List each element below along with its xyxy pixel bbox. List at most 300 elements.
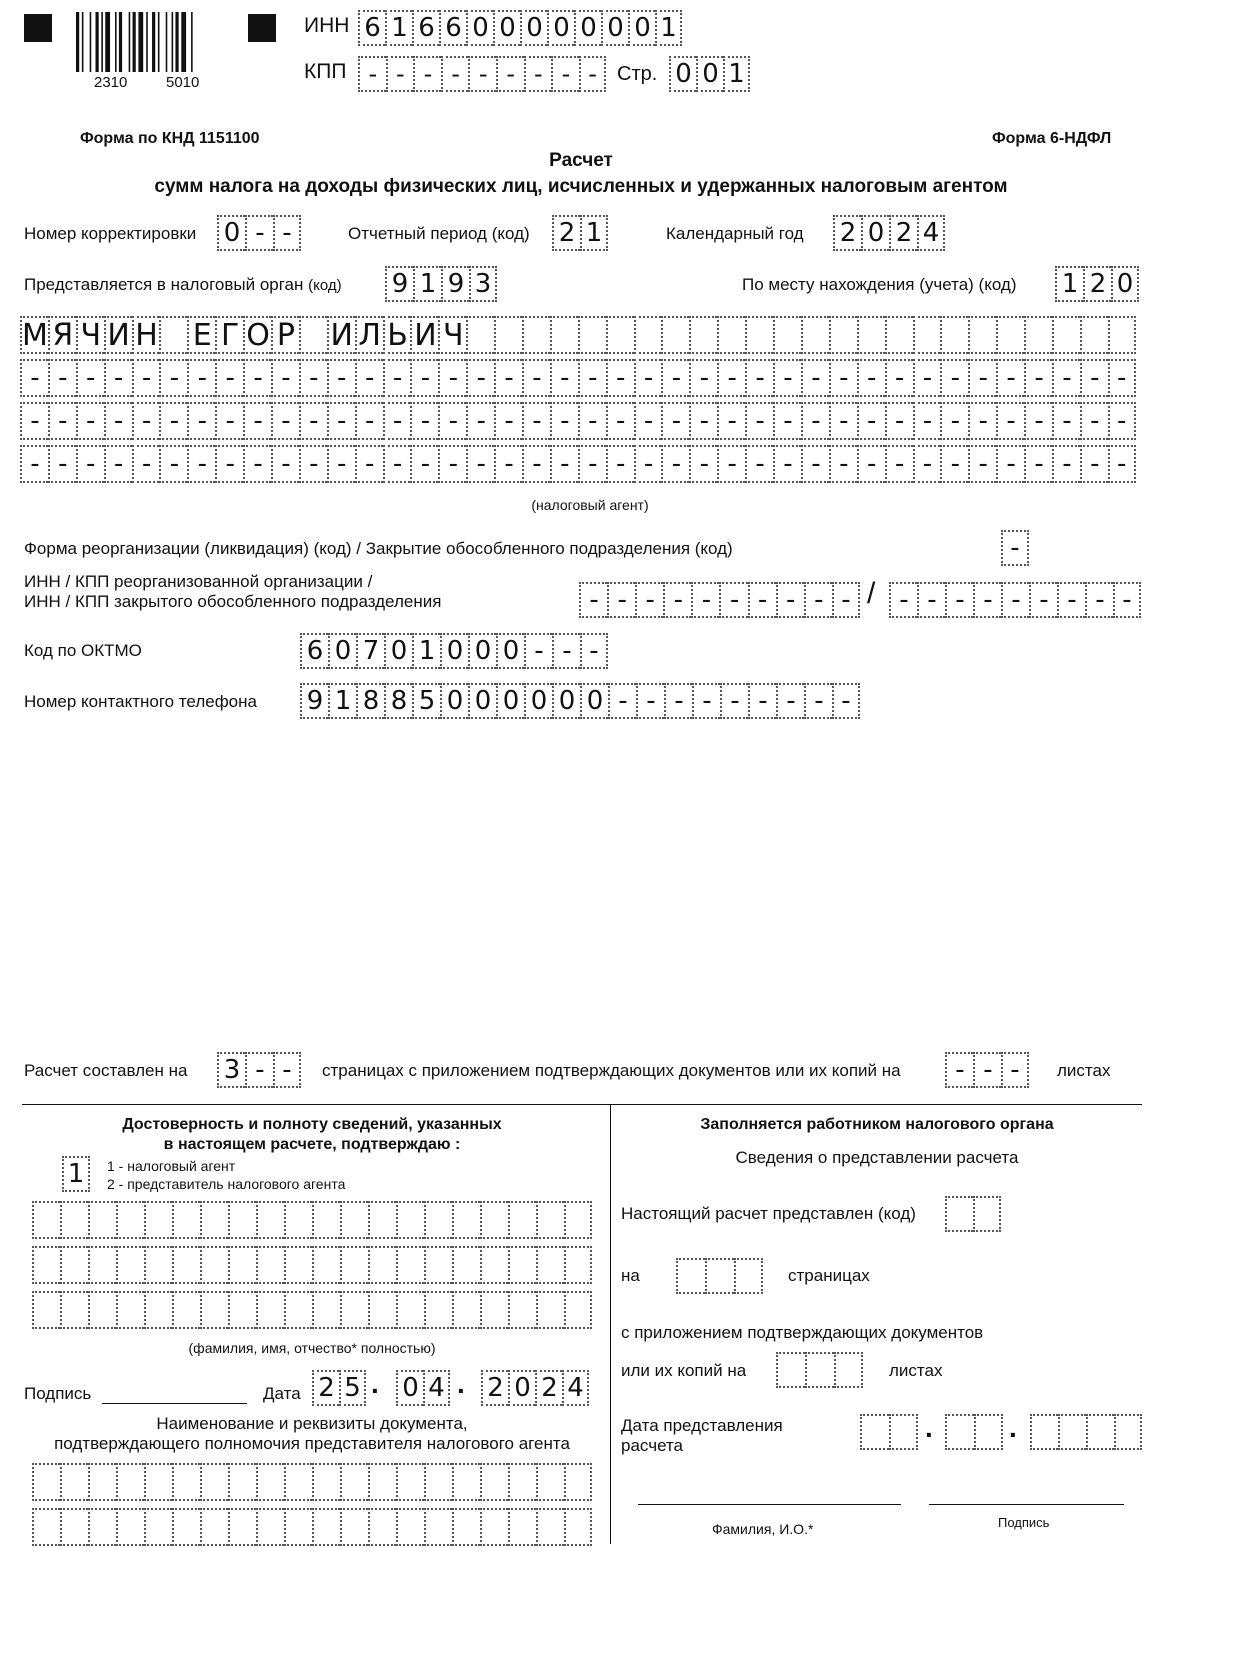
char-cell[interactable]: - (494, 402, 522, 440)
char-cell[interactable]: - (717, 359, 745, 397)
char-cell[interactable] (284, 1291, 312, 1329)
char-cell[interactable]: - (20, 445, 48, 483)
char-cell[interactable]: - (996, 445, 1024, 483)
char-cell[interactable] (508, 1508, 536, 1546)
char-cell[interactable]: - (748, 582, 776, 618)
char-cell[interactable] (60, 1201, 88, 1239)
char-cell[interactable]: 2 (833, 215, 861, 251)
char-cell[interactable]: - (48, 359, 76, 397)
char-cell[interactable] (717, 316, 745, 354)
char-cell[interactable]: - (945, 582, 973, 618)
char-cell[interactable]: О (243, 316, 271, 354)
year-cells[interactable] (833, 215, 945, 251)
char-cell[interactable] (32, 1201, 60, 1239)
char-cell[interactable]: 5 (339, 1370, 366, 1406)
char-cell[interactable]: - (243, 359, 271, 397)
char-cell[interactable]: - (1080, 402, 1108, 440)
char-cell[interactable]: - (885, 445, 913, 483)
char-cell[interactable]: - (159, 359, 187, 397)
char-cell[interactable]: 0 (696, 56, 723, 92)
char-cell[interactable]: 2 (889, 215, 917, 251)
char-cell[interactable]: - (468, 56, 496, 92)
char-cell[interactable] (661, 316, 689, 354)
char-cell[interactable] (60, 1508, 88, 1546)
char-cell[interactable] (172, 1246, 200, 1284)
char-cell[interactable]: - (1113, 582, 1141, 618)
location-cells[interactable] (1055, 266, 1139, 302)
char-cell[interactable]: - (358, 56, 386, 92)
char-cell[interactable]: 0 (496, 683, 524, 719)
char-cell[interactable]: - (968, 445, 996, 483)
char-cell[interactable]: 3 (217, 1052, 245, 1088)
char-cell[interactable]: - (1080, 359, 1108, 397)
char-cell[interactable]: - (48, 445, 76, 483)
right-pages-cells[interactable] (676, 1258, 763, 1294)
char-cell[interactable]: Е (187, 316, 215, 354)
char-cell[interactable]: - (413, 56, 441, 92)
doc-row-2[interactable] (32, 1508, 592, 1546)
char-cell[interactable] (368, 1508, 396, 1546)
char-cell[interactable] (996, 316, 1024, 354)
char-cell[interactable] (60, 1291, 88, 1329)
char-cell[interactable] (452, 1508, 480, 1546)
char-cell[interactable] (200, 1508, 228, 1546)
char-cell[interactable] (200, 1291, 228, 1329)
char-cell[interactable]: - (132, 445, 160, 483)
char-cell[interactable] (32, 1463, 60, 1501)
char-cell[interactable]: - (857, 402, 885, 440)
char-cell[interactable]: - (76, 445, 104, 483)
char-cell[interactable]: - (689, 359, 717, 397)
char-cell[interactable]: - (776, 582, 804, 618)
char-cell[interactable]: - (579, 56, 607, 92)
char-cell[interactable] (312, 1246, 340, 1284)
char-cell[interactable] (312, 1291, 340, 1329)
char-cell[interactable]: - (829, 445, 857, 483)
char-cell[interactable]: - (355, 445, 383, 483)
reorg-inn-cells[interactable] (579, 582, 860, 618)
char-cell[interactable]: - (104, 402, 132, 440)
char-cell[interactable] (452, 1463, 480, 1501)
char-cell[interactable] (480, 1246, 508, 1284)
char-cell[interactable] (1080, 316, 1108, 354)
char-cell[interactable] (945, 1196, 973, 1232)
char-cell[interactable]: - (1029, 582, 1057, 618)
signer-fio-row-1[interactable] (32, 1201, 592, 1239)
page-cells[interactable] (669, 56, 750, 92)
char-cell[interactable]: - (187, 402, 215, 440)
char-cell[interactable]: 0 (552, 683, 580, 719)
char-cell[interactable]: 7 (356, 633, 384, 669)
char-cell[interactable]: - (524, 56, 552, 92)
char-cell[interactable]: - (885, 402, 913, 440)
char-cell[interactable]: - (132, 359, 160, 397)
char-cell[interactable]: - (187, 359, 215, 397)
char-cell[interactable] (974, 1414, 1003, 1450)
char-cell[interactable]: - (996, 359, 1024, 397)
date-presented-month[interactable] (945, 1414, 1003, 1450)
char-cell[interactable] (368, 1246, 396, 1284)
char-cell[interactable]: 1 (723, 56, 750, 92)
char-cell[interactable]: - (889, 582, 917, 618)
char-cell[interactable]: - (1085, 582, 1113, 618)
char-cell[interactable]: - (159, 445, 187, 483)
char-cell[interactable]: - (801, 402, 829, 440)
char-cell[interactable]: 0 (217, 215, 245, 251)
char-cell[interactable] (508, 1201, 536, 1239)
char-cell[interactable] (940, 316, 968, 354)
char-cell[interactable] (424, 1291, 452, 1329)
char-cell[interactable]: - (20, 359, 48, 397)
char-cell[interactable]: - (1052, 445, 1080, 483)
char-cell[interactable] (452, 1291, 480, 1329)
char-cell[interactable]: 9 (385, 266, 413, 302)
char-cell[interactable]: - (383, 402, 411, 440)
char-cell[interactable] (564, 1291, 592, 1329)
char-cell[interactable]: - (773, 402, 801, 440)
char-cell[interactable]: 8 (384, 683, 412, 719)
char-cell[interactable] (829, 316, 857, 354)
char-cell[interactable]: 1 (412, 633, 440, 669)
char-cell[interactable]: - (494, 359, 522, 397)
char-cell[interactable]: 5 (412, 683, 440, 719)
char-cell[interactable] (396, 1246, 424, 1284)
char-cell[interactable]: 0 (466, 10, 493, 46)
char-cell[interactable] (60, 1246, 88, 1284)
signer-fio-row-2[interactable] (32, 1246, 592, 1284)
char-cell[interactable] (1024, 316, 1052, 354)
char-cell[interactable]: 1 (385, 10, 412, 46)
reorg-kpp-cells[interactable] (889, 582, 1141, 618)
char-cell[interactable]: И (410, 316, 438, 354)
char-cell[interactable]: - (410, 359, 438, 397)
char-cell[interactable]: 4 (917, 215, 945, 251)
char-cell[interactable]: 2 (1083, 266, 1111, 302)
char-cell[interactable] (424, 1508, 452, 1546)
char-cell[interactable]: - (1052, 402, 1080, 440)
char-cell[interactable]: - (913, 445, 941, 483)
char-cell[interactable] (973, 1196, 1001, 1232)
char-cell[interactable]: 0 (493, 10, 520, 46)
char-cell[interactable] (536, 1246, 564, 1284)
char-cell[interactable] (312, 1463, 340, 1501)
char-cell[interactable]: - (745, 402, 773, 440)
char-cell[interactable] (860, 1414, 889, 1450)
char-cell[interactable] (494, 316, 522, 354)
date-month-cells[interactable] (396, 1370, 450, 1406)
char-cell[interactable]: - (940, 445, 968, 483)
char-cell[interactable] (60, 1463, 88, 1501)
right-sheets-cells[interactable] (776, 1352, 863, 1388)
char-cell[interactable] (776, 1352, 805, 1388)
phone-cells[interactable] (300, 683, 860, 719)
char-cell[interactable] (550, 316, 578, 354)
char-cell[interactable] (144, 1246, 172, 1284)
char-cell[interactable] (368, 1291, 396, 1329)
char-cell[interactable]: - (634, 402, 662, 440)
char-cell[interactable]: 3 (469, 266, 497, 302)
char-cell[interactable] (88, 1246, 116, 1284)
agent-name-row-4[interactable] (20, 445, 1136, 483)
char-cell[interactable]: - (606, 359, 634, 397)
char-cell[interactable]: - (1080, 445, 1108, 483)
char-cell[interactable] (200, 1246, 228, 1284)
char-cell[interactable] (1052, 316, 1080, 354)
char-cell[interactable] (368, 1463, 396, 1501)
char-cell[interactable]: - (973, 1052, 1001, 1088)
char-cell[interactable]: И (104, 316, 132, 354)
char-cell[interactable] (256, 1201, 284, 1239)
char-cell[interactable]: 0 (861, 215, 889, 251)
char-cell[interactable] (885, 316, 913, 354)
date-year-cells[interactable] (481, 1370, 589, 1406)
char-cell[interactable] (172, 1508, 200, 1546)
char-cell[interactable]: - (720, 683, 748, 719)
char-cell[interactable] (340, 1246, 368, 1284)
char-cell[interactable]: - (1057, 582, 1085, 618)
fio-line[interactable] (638, 1504, 901, 1505)
char-cell[interactable]: - (829, 359, 857, 397)
char-cell[interactable] (676, 1258, 705, 1294)
char-cell[interactable] (200, 1463, 228, 1501)
char-cell[interactable]: - (215, 359, 243, 397)
char-cell[interactable]: - (438, 445, 466, 483)
correction-cells[interactable] (217, 215, 301, 251)
char-cell[interactable]: - (48, 402, 76, 440)
char-cell[interactable]: - (1001, 530, 1029, 566)
char-cell[interactable]: 4 (562, 1370, 589, 1406)
char-cell[interactable]: - (832, 582, 860, 618)
char-cell[interactable]: - (355, 402, 383, 440)
char-cell[interactable]: - (243, 445, 271, 483)
char-cell[interactable]: - (606, 445, 634, 483)
char-cell[interactable] (368, 1201, 396, 1239)
signer-fio-row-3[interactable] (32, 1291, 592, 1329)
char-cell[interactable]: 2 (481, 1370, 508, 1406)
char-cell[interactable]: 2 (312, 1370, 339, 1406)
char-cell[interactable]: - (968, 402, 996, 440)
reorg-cells[interactable] (1001, 530, 1029, 566)
char-cell[interactable]: - (245, 215, 273, 251)
char-cell[interactable]: 0 (328, 633, 356, 669)
char-cell[interactable]: - (132, 402, 160, 440)
char-cell[interactable]: 0 (574, 10, 601, 46)
char-cell[interactable]: - (271, 445, 299, 483)
char-cell[interactable]: - (327, 445, 355, 483)
char-cell[interactable]: - (719, 582, 747, 618)
char-cell[interactable]: - (940, 359, 968, 397)
char-cell[interactable]: - (1001, 1052, 1029, 1088)
char-cell[interactable]: - (271, 359, 299, 397)
char-cell[interactable] (228, 1508, 256, 1546)
tax-org-cells[interactable] (385, 266, 497, 302)
char-cell[interactable]: Р (271, 316, 299, 354)
char-cell[interactable]: - (1108, 359, 1136, 397)
char-cell[interactable]: 6 (358, 10, 385, 46)
char-cell[interactable] (536, 1201, 564, 1239)
char-cell[interactable] (564, 1463, 592, 1501)
char-cell[interactable] (228, 1201, 256, 1239)
char-cell[interactable]: - (410, 445, 438, 483)
char-cell[interactable]: - (940, 402, 968, 440)
char-cell[interactable] (340, 1508, 368, 1546)
char-cell[interactable]: 0 (580, 683, 608, 719)
char-cell[interactable] (116, 1508, 144, 1546)
char-cell[interactable]: Ч (76, 316, 104, 354)
char-cell[interactable] (834, 1352, 863, 1388)
char-cell[interactable]: 6 (300, 633, 328, 669)
char-cell[interactable] (340, 1201, 368, 1239)
signature-line[interactable] (102, 1403, 247, 1404)
char-cell[interactable]: - (410, 402, 438, 440)
char-cell[interactable]: - (829, 402, 857, 440)
char-cell[interactable] (564, 1508, 592, 1546)
char-cell[interactable]: - (550, 445, 578, 483)
char-cell[interactable]: - (383, 359, 411, 397)
char-cell[interactable]: - (913, 359, 941, 397)
doc-row-1[interactable] (32, 1463, 592, 1501)
char-cell[interactable] (340, 1463, 368, 1501)
char-cell[interactable]: - (1024, 445, 1052, 483)
char-cell[interactable]: - (857, 359, 885, 397)
char-cell[interactable]: - (748, 683, 776, 719)
char-cell[interactable]: - (608, 683, 636, 719)
char-cell[interactable]: - (466, 445, 494, 483)
char-cell[interactable]: - (689, 445, 717, 483)
char-cell[interactable] (256, 1463, 284, 1501)
char-cell[interactable] (159, 316, 187, 354)
char-cell[interactable] (284, 1463, 312, 1501)
char-cell[interactable]: 2 (552, 215, 580, 251)
sheets-cells[interactable] (945, 1052, 1029, 1088)
char-cell[interactable] (536, 1291, 564, 1329)
char-cell[interactable]: - (243, 402, 271, 440)
agent-name-row-1[interactable] (20, 316, 1136, 354)
date-presented-day[interactable] (860, 1414, 918, 1450)
char-cell[interactable]: - (692, 683, 720, 719)
char-cell[interactable] (857, 316, 885, 354)
char-cell[interactable]: - (522, 359, 550, 397)
char-cell[interactable] (508, 1291, 536, 1329)
char-cell[interactable]: - (913, 402, 941, 440)
char-cell[interactable]: - (801, 359, 829, 397)
char-cell[interactable] (480, 1463, 508, 1501)
char-cell[interactable]: - (104, 359, 132, 397)
char-cell[interactable]: - (801, 445, 829, 483)
char-cell[interactable]: - (661, 402, 689, 440)
char-cell[interactable]: 0 (524, 683, 552, 719)
char-cell[interactable]: - (1052, 359, 1080, 397)
char-cell[interactable]: - (551, 56, 579, 92)
char-cell[interactable]: 0 (440, 683, 468, 719)
signer-cells[interactable] (62, 1156, 90, 1192)
char-cell[interactable] (578, 316, 606, 354)
char-cell[interactable] (284, 1246, 312, 1284)
char-cell[interactable] (228, 1291, 256, 1329)
char-cell[interactable] (396, 1201, 424, 1239)
char-cell[interactable] (889, 1414, 918, 1450)
char-cell[interactable]: - (1001, 582, 1029, 618)
char-cell[interactable]: - (635, 582, 663, 618)
char-cell[interactable]: - (945, 1052, 973, 1088)
char-cell[interactable] (299, 316, 327, 354)
char-cell[interactable] (452, 1201, 480, 1239)
char-cell[interactable] (745, 316, 773, 354)
char-cell[interactable]: - (76, 359, 104, 397)
char-cell[interactable]: - (661, 445, 689, 483)
char-cell[interactable]: - (522, 445, 550, 483)
char-cell[interactable]: - (1024, 359, 1052, 397)
char-cell[interactable]: 0 (669, 56, 696, 92)
sign-line[interactable] (929, 1504, 1124, 1505)
char-cell[interactable]: - (917, 582, 945, 618)
char-cell[interactable] (508, 1246, 536, 1284)
char-cell[interactable] (396, 1463, 424, 1501)
char-cell[interactable] (144, 1201, 172, 1239)
char-cell[interactable] (172, 1201, 200, 1239)
date-presented-year[interactable] (1030, 1414, 1142, 1450)
char-cell[interactable]: Ь (383, 316, 411, 354)
char-cell[interactable] (88, 1291, 116, 1329)
char-cell[interactable] (522, 316, 550, 354)
char-cell[interactable]: - (857, 445, 885, 483)
char-cell[interactable]: 8 (356, 683, 384, 719)
char-cell[interactable] (1086, 1414, 1114, 1450)
char-cell[interactable]: - (466, 402, 494, 440)
char-cell[interactable] (256, 1246, 284, 1284)
char-cell[interactable]: 1 (62, 1156, 90, 1192)
char-cell[interactable]: 4 (423, 1370, 450, 1406)
char-cell[interactable]: Н (132, 316, 160, 354)
char-cell[interactable]: 1 (328, 683, 356, 719)
char-cell[interactable] (480, 1508, 508, 1546)
char-cell[interactable]: - (299, 359, 327, 397)
char-cell[interactable]: - (441, 56, 469, 92)
char-cell[interactable]: - (76, 402, 104, 440)
char-cell[interactable]: - (606, 402, 634, 440)
char-cell[interactable]: 1 (1055, 266, 1083, 302)
char-cell[interactable]: 0 (496, 633, 524, 669)
char-cell[interactable] (634, 316, 662, 354)
char-cell[interactable]: 0 (384, 633, 412, 669)
char-cell[interactable] (945, 1414, 974, 1450)
char-cell[interactable]: - (689, 402, 717, 440)
char-cell[interactable]: 1 (655, 10, 682, 46)
char-cell[interactable] (32, 1246, 60, 1284)
char-cell[interactable] (116, 1291, 144, 1329)
agent-name-row-2[interactable] (20, 359, 1136, 397)
char-cell[interactable]: - (386, 56, 414, 92)
char-cell[interactable] (32, 1508, 60, 1546)
char-cell[interactable]: 9 (300, 683, 328, 719)
char-cell[interactable] (116, 1246, 144, 1284)
char-cell[interactable]: - (245, 1052, 273, 1088)
char-cell[interactable] (116, 1463, 144, 1501)
char-cell[interactable]: - (804, 683, 832, 719)
char-cell[interactable]: 0 (628, 10, 655, 46)
char-cell[interactable] (396, 1291, 424, 1329)
pages-cells[interactable] (217, 1052, 301, 1088)
char-cell[interactable]: - (634, 359, 662, 397)
char-cell[interactable]: - (552, 633, 580, 669)
char-cell[interactable]: 0 (1111, 266, 1139, 302)
char-cell[interactable]: - (215, 445, 243, 483)
char-cell[interactable]: 0 (547, 10, 574, 46)
char-cell[interactable]: - (745, 359, 773, 397)
char-cell[interactable]: 0 (520, 10, 547, 46)
char-cell[interactable]: - (1024, 402, 1052, 440)
char-cell[interactable] (144, 1463, 172, 1501)
